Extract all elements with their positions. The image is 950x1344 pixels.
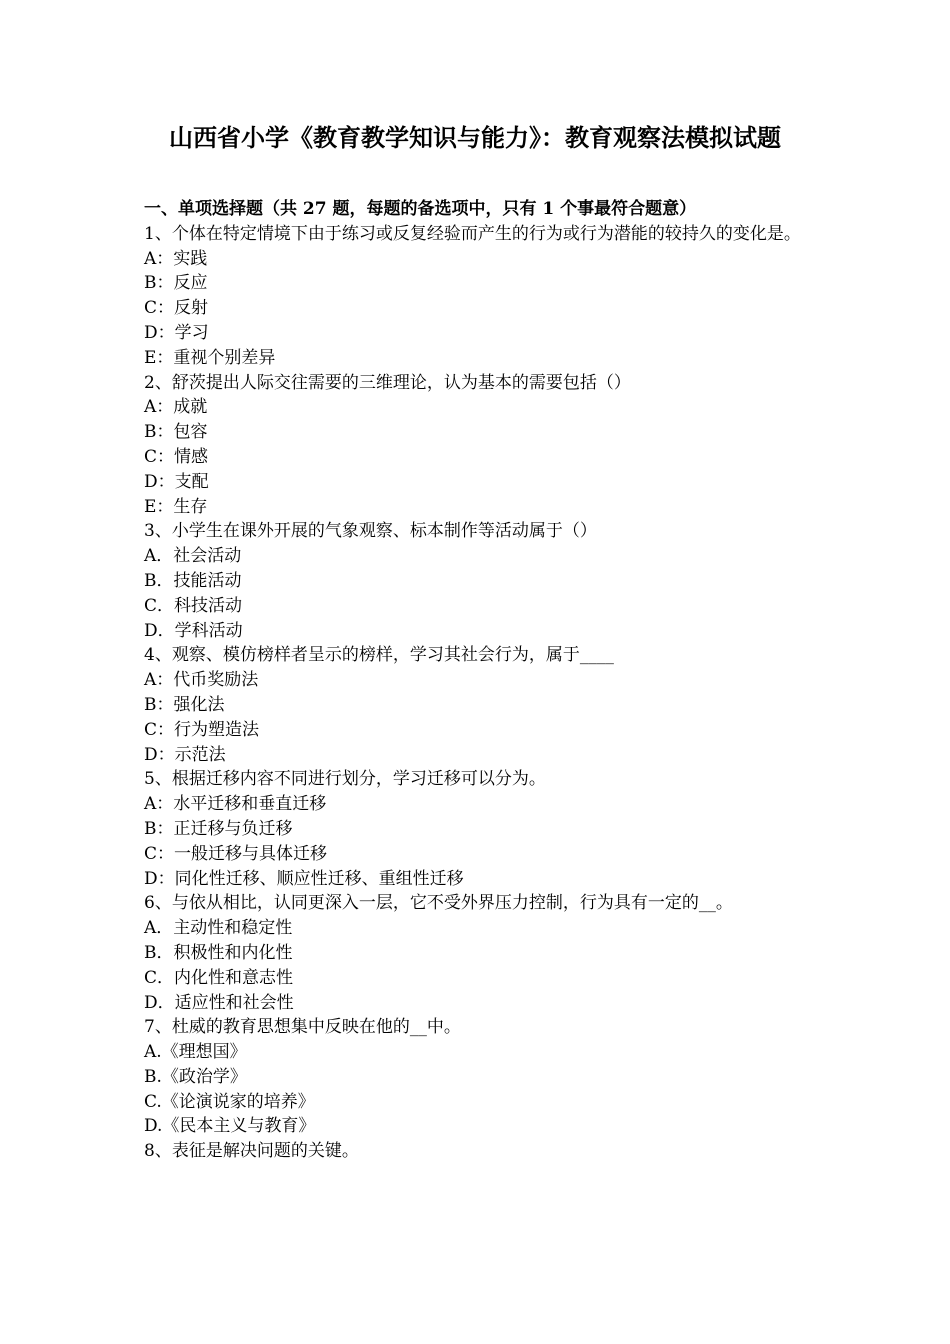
option-c: C：行为塑造法 (144, 719, 260, 740)
option-e: E：重视个别差异 (144, 347, 276, 368)
exam-body (144, 197, 824, 1164)
question-3 (144, 519, 824, 643)
question-stem: 4、观察、模仿榜样者呈示的榜样，学习其社会行为，属于____ (144, 645, 614, 666)
option-b: B．技能活动 (144, 570, 242, 591)
question-stem: 3、小学生在课外开展的气象观察、标本制作等活动属于（） (144, 521, 597, 542)
option-a: A.《理想国》 (144, 1042, 247, 1063)
option-d: D.《民本主义与教育》 (144, 1116, 316, 1137)
option-a: A：成就 (144, 397, 208, 418)
option-b: B：包容 (144, 422, 208, 443)
question-4 (144, 643, 824, 767)
question-stem: 8、表征是解决问题的关键。 (144, 1141, 359, 1162)
question-2 (144, 371, 824, 520)
option-d: D．适应性和社会性 (144, 992, 294, 1013)
option-d: D：同化性迁移、顺应性迁移、重组性迁移 (144, 868, 464, 889)
option-c: C．内化性和意志性 (144, 967, 294, 988)
option-b: B．积极性和内化性 (144, 942, 293, 963)
option-a: A：水平迁移和垂直迁移 (144, 794, 327, 815)
option-a: A．社会活动 (144, 546, 242, 567)
option-c: C：一般迁移与具体迁移 (144, 843, 328, 864)
option-c: C：情感 (144, 446, 209, 467)
option-b: B：强化法 (144, 694, 225, 715)
option-d: D：示范法 (144, 744, 226, 765)
question-1 (144, 222, 824, 371)
question-5 (144, 767, 824, 891)
question-6 (144, 891, 824, 1015)
option-e: E：生存 (144, 496, 208, 517)
question-stem: 2、舒茨提出人际交往需要的三维理论，认为基本的需要包括（） (144, 372, 631, 393)
question-stem: 7、杜威的教育思想集中反映在他的__中。 (144, 1017, 461, 1038)
option-c: C.《论演说家的培养》 (144, 1091, 315, 1112)
option-a: A：代币奖励法 (144, 670, 259, 691)
question-stem: 6、与依从相比，认同更深入一层，它不受外界压力控制，行为具有一定的__。 (144, 893, 733, 914)
document-title: 山西省小学《教育教学知识与能力》：教育观察法模拟试题 (169, 123, 781, 152)
question-stem: 5、根据迁移内容不同进行划分，学习迁移可以分为。 (144, 769, 546, 790)
question-8 (144, 1139, 824, 1164)
question-stem: 1、个体在特定情境下由于练习或反复经验而产生的行为或行为潜能的较持久的变化是。 (144, 223, 801, 244)
option-b: B.《政治学》 (144, 1066, 247, 1087)
option-a: A．主动性和稳定性 (144, 918, 293, 939)
option-d: D：支配 (144, 471, 209, 492)
option-c: C．科技活动 (144, 595, 243, 616)
option-b: B：正迁移与负迁移 (144, 818, 293, 839)
option-d: D．学科活动 (144, 620, 243, 641)
option-c: C：反射 (144, 298, 209, 319)
section-heading: 一、单项选择题（共 27 题，每题的备选项中，只有 1 个事最符合题意） (144, 199, 697, 219)
option-d: D：学习 (144, 322, 209, 343)
option-a: A：实践 (144, 248, 208, 269)
option-b: B：反应 (144, 273, 208, 294)
question-7 (144, 1015, 824, 1139)
